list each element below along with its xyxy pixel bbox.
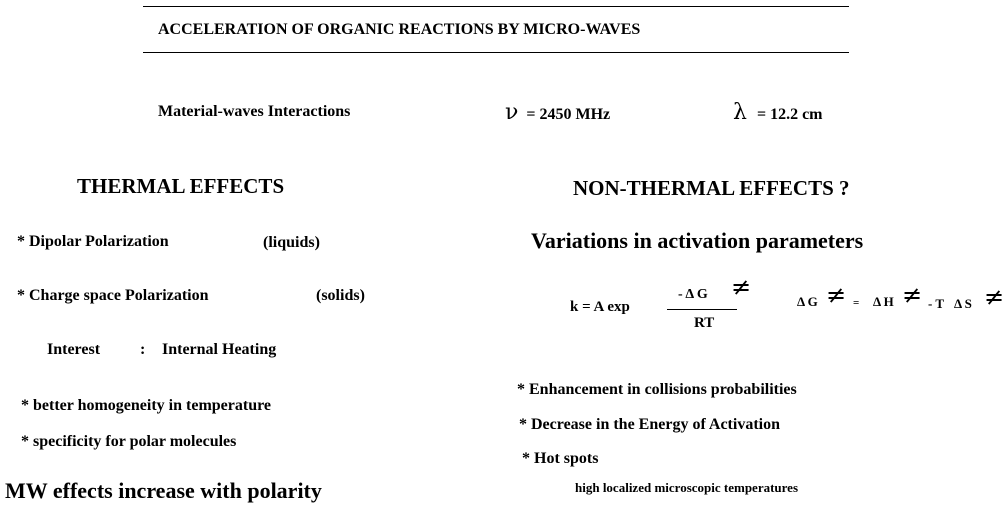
eq-equals: =: [853, 297, 860, 309]
dipolar-item: * Dipolar Polarization: [17, 233, 169, 250]
eq-minus-t: - T: [928, 296, 945, 311]
interest-colon: :: [140, 341, 146, 358]
eq-dg: Δ G: [797, 294, 818, 309]
frequency-value: = 2450 MHz: [526, 106, 611, 123]
nu-symbol: ν: [505, 100, 519, 125]
nonthermal-subheading: Variations in activation parameters: [531, 228, 864, 253]
nonthermal-bullet-1: * Enhancement in collisions probabilities: [517, 381, 797, 398]
charge-note: (solids): [316, 287, 365, 304]
wavelength-value: = 12.2 cm: [756, 106, 823, 123]
bottom-rule: [143, 52, 849, 53]
ne-symbol-numerator: ≠: [731, 273, 752, 301]
nonthermal-heading: NON-THERMAL EFFECTS ?: [573, 176, 850, 200]
ne-symbol-dh: ≠: [902, 281, 923, 309]
thermal-conclusion: MW effects increase with polarity: [5, 478, 322, 503]
rate-lhs: k = A exp: [570, 299, 630, 315]
charge-item: * Charge space Polarization: [17, 287, 209, 304]
rate-numerator: - Δ G: [678, 287, 708, 302]
nonthermal-bullet-2: * Decrease in the Energy of Activation: [519, 416, 780, 433]
lambda-symbol: λ: [733, 100, 747, 125]
interactions-label: Material-waves Interactions: [158, 103, 351, 120]
thermal-bullet-2: * specificity for polar molecules: [21, 433, 237, 450]
hotspots-note: high localized microscopic temperatures: [575, 480, 799, 495]
thermal-heading: THERMAL EFFECTS: [77, 174, 285, 198]
ne-symbol-dg: ≠: [826, 281, 847, 309]
interest-value: Internal Heating: [162, 341, 277, 358]
interest-label: Interest: [47, 341, 101, 358]
top-rule: [143, 6, 849, 7]
wavelength: [733, 100, 823, 125]
ne-symbol-ds: ≠: [984, 283, 1004, 311]
frequency: [505, 100, 610, 125]
eq-dh: Δ H: [873, 294, 894, 309]
nonthermal-bullet-3: * Hot spots: [522, 450, 599, 467]
thermal-bullet-1: * better homogeneity in temperature: [21, 397, 272, 414]
fraction-bar: [667, 309, 737, 310]
dipolar-note: (liquids): [263, 234, 320, 251]
page-title: ACCELERATION OF ORGANIC REACTIONS BY MICRO-WAVES: [158, 21, 641, 38]
eq-ds: Δ S: [954, 296, 972, 311]
rate-denominator: RT: [694, 315, 715, 331]
